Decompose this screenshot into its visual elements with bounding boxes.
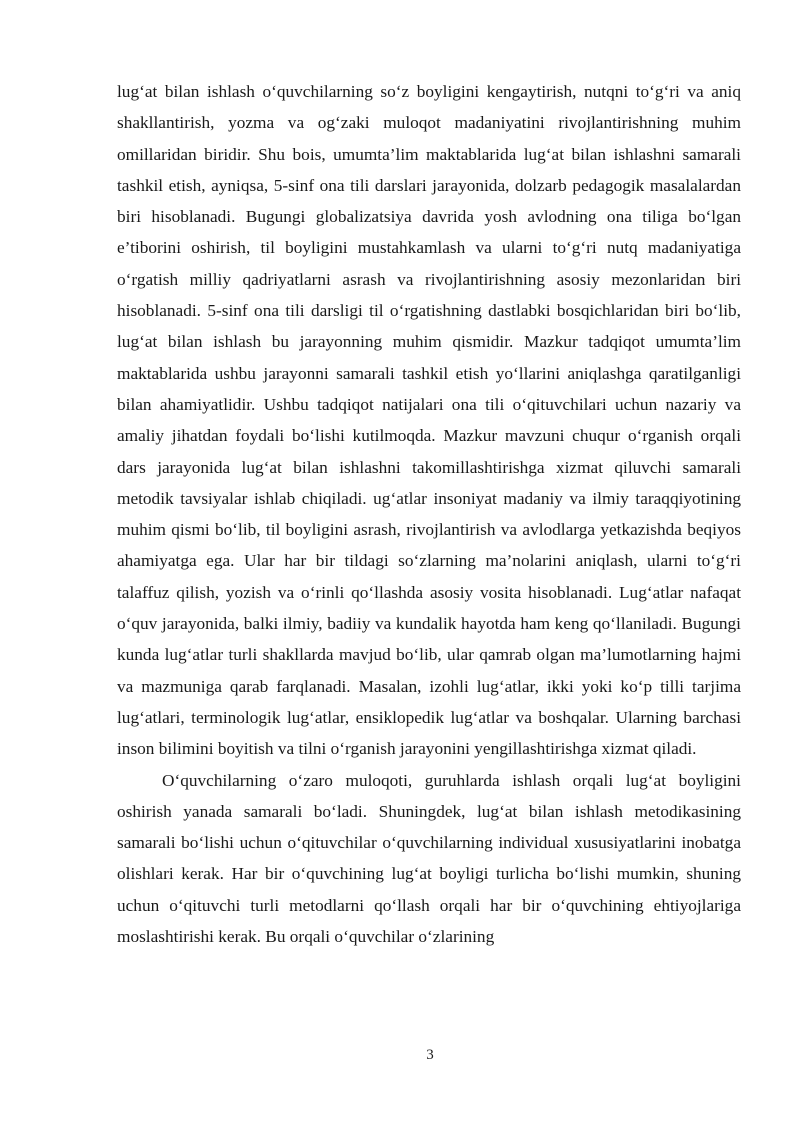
body-text xyxy=(117,76,741,952)
page-number: 3 xyxy=(426,1047,434,1063)
paragraph-1: lug‘at bilan ishlash o‘quvchilarning so‘z boyligini kengaytirish, nutqni to‘g‘ri va aniq shakllantirish, yozma va og‘zaki muloqot madaniyatini rivojlantirishning muhim omillaridan biridir. Shu bois, umumta’lim maktablarida lug‘at bilan ishlashni samarali tashkil etish, ayniqsa, 5-sinf ona tili darslari jarayonida, dolzarb pedagogik masalalardan biri hisoblanadi. Bugungi globalizatsiya davrida yosh avlodning ona tiliga bo‘lgan e’tiborini oshirish, til boyligini mustahkamlash va ularni to‘g‘ri nutq madaniyatiga o‘rgatish milliy qadriyatlarni asrash va rivojlantirishning asosiy mezonlaridan biri hisoblanadi. 5-sinf ona tili darsligi til o‘rgatishning dastlabki bosqichlaridan biri bo‘lib, lug‘at bilan ishlash bu jarayonning muhim qismidir. Mazkur tadqiqot umumta’lim maktablarida ushbu jarayonni samarali tashkil etish yo‘llarini aniqlashga qaratilganligi bilan ahamiyatlidir. Ushbu tadqiqot natijalari ona tili o‘qituvchilari uchun nazariy va amaliy jihatdan foydali bo‘lishi kutilmoqda. Mazkur mavzuni chuqur o‘rganish orqali dars jarayonida lug‘at bilan ishlashni takomillashtirishga xizmat qiluvchi samarali metodik tavsiyalar ishlab chiqiladi. ug‘atlar insoniyat madaniy va ilmiy taraqqiyotining muhim qismi bo‘lib, til boyligini asrash, rivojlantirish va avlodlarga yetkazishda beqiyos ahamiyatga ega. Ular har bir tildagi so‘zlarning ma’nolarini aniqlash, ularni to‘g‘ri talaffuz qilish, yozish va o‘rinli qo‘llashda asosiy vosita hisoblanadi. Lug‘atlar nafaqat o‘quv jarayonida, balki ilmiy, badiiy va kundalik hayotda ham keng qo‘llaniladi. Bugungi kunda lug‘atlar turli shakllarda mavjud bo‘lib, ular qamrab olgan ma’lumotlarning hajmi va mazmuniga qarab farqlanadi. Masalan, izohli lug‘atlar, ikki yoki ko‘p tilli tarjima lug‘atlari, terminologik lug‘atlar, ensiklopedik lug‘atlar va boshqalar. Ularning barchasi inson bilimini boyitish va tilni o‘rganish jarayonini yengillashtirishga xizmat qiladi. xyxy=(117,82,741,759)
paragraph-2: O‘quvchilarning o‘zaro muloqoti, guruhlarda ishlash orqali lug‘at boyligini oshirish yanada samarali bo‘ladi. Shuningdek, lug‘at bilan ishlash metodikasining samarali bo‘lishi uchun o‘qituvchilar o‘quvchilarning individual xususiyatlarini inobatga olishlari kerak. Har bir o‘quvchining lug‘at boyligi turlicha bo‘lishi mumkin, shuning uchun o‘qituvchi turli metodlarni qo‘llash orqali har bir o‘quvchining ehtiyojlariga moslashtirishi kerak. Bu orqali o‘quvchilar o‘zlarining xyxy=(117,770,741,947)
